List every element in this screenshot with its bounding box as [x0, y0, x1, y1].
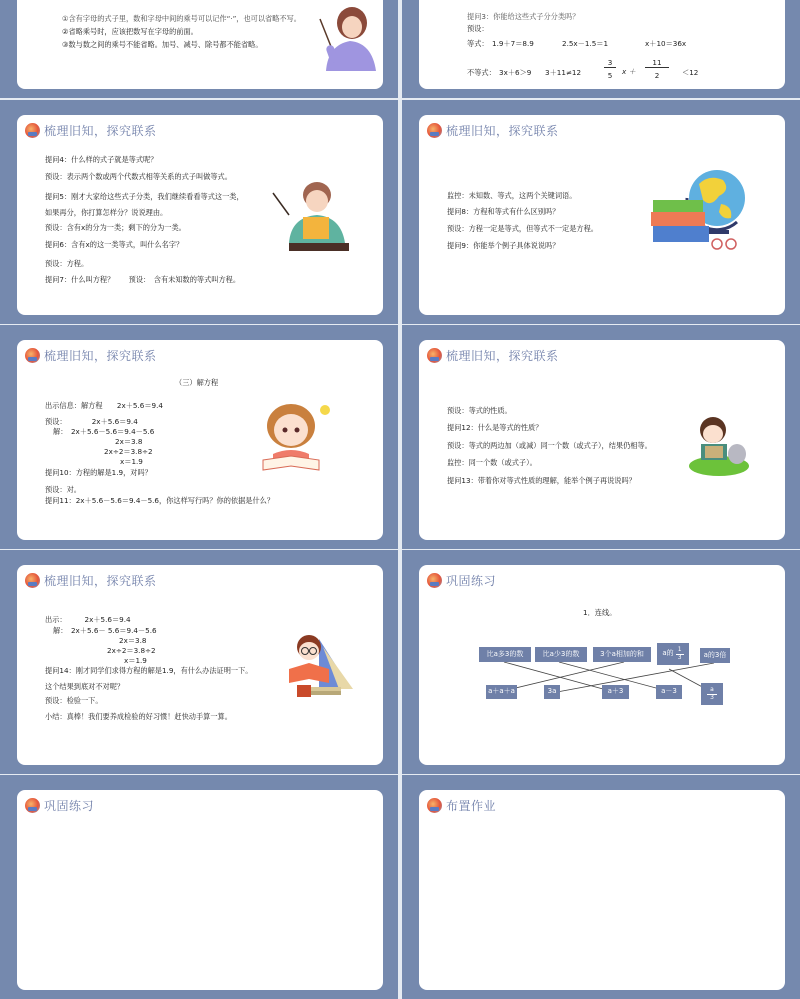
slide-text: 预设：等式的性质。 — [447, 406, 512, 415]
boy-reading-illustration — [279, 629, 359, 709]
fraction-bar — [645, 67, 669, 68]
fraction-denominator: 3 — [677, 653, 682, 661]
match-item-top-4[interactable] — [657, 643, 689, 665]
slide-thumbnail-6[interactable] — [402, 325, 800, 549]
slide-text: ③数与数之间的乘号不能省略。加号、减号、除号都不能省略。 — [62, 40, 263, 49]
equation: x＋10＝36x — [645, 39, 687, 48]
slide-text: 预设： 2x＋5.6＝9.4 — [45, 417, 138, 426]
slide-text: 提问6：含有x的这一类等式，叫什么名字？ — [45, 240, 184, 249]
slide-text: 提问11：2x＋5.6－5.6＝9.4－5.6，你这样写行吗？你的依据是什么？ — [45, 496, 275, 505]
match-item-bottom-4[interactable]: a－3 — [656, 685, 682, 699]
inequality-label: 不等式： — [467, 68, 496, 77]
inequality-end: ＜12 — [682, 68, 699, 77]
slide-header — [427, 795, 496, 815]
slide-text: ②省略乘号时，应该把数写在字母的前面。 — [62, 27, 198, 36]
slide-title: 梳理旧知，探究联系 — [44, 573, 157, 588]
slide-thumbnail-8[interactable] — [402, 550, 800, 774]
book-badge-icon — [25, 798, 40, 813]
slide-title: 梳理旧知，探究联系 — [44, 348, 157, 363]
slide-card — [17, 0, 383, 89]
slide-text: 提问10：方程的解是1.9，对吗？ — [45, 468, 152, 477]
slide-text: 2x÷2＝3.8÷2 — [107, 646, 156, 655]
slide-title: 梳理旧知，探究联系 — [44, 123, 157, 138]
book-badge-icon — [427, 123, 442, 138]
slide-text: 预设：等式的两边加（或减）同一个数（或式子），结果仍相等。 — [447, 441, 652, 450]
slide-text: 预设：检验一下。 — [45, 696, 103, 705]
slide-card — [17, 115, 383, 315]
slide-card — [419, 790, 785, 990]
slide-header — [25, 120, 157, 140]
girl-reading-illustration — [255, 398, 345, 478]
slide-card — [419, 115, 785, 315]
slide-text: 预设：方程一定是等式，但等式不一定是方程。 — [447, 224, 598, 233]
slide-text: ①含有字母的式子里，数和字母中间的乘号可以记作“·”，也可以省略不写。 — [62, 14, 301, 23]
fraction-numerator: 1 — [677, 645, 682, 653]
slide-thumbnail-1[interactable] — [0, 0, 398, 98]
slide-text: 提问14：刚才同学们求得方程的解是1.9，有什么办法证明一下。 — [45, 666, 253, 675]
slide-text: 预设： — [467, 24, 489, 33]
slide-card — [17, 340, 383, 540]
slide-thumbnail-4[interactable] — [402, 100, 800, 324]
match-item-top-5[interactable]: a的3倍 — [700, 648, 730, 663]
fraction-numerator: a — [710, 685, 714, 693]
fraction-numerator: 3 — [607, 58, 613, 67]
slide-thumbnail-10[interactable] — [402, 775, 800, 999]
fraction — [676, 647, 684, 661]
globe-and-books-illustration — [647, 160, 747, 255]
slide-card — [419, 340, 785, 540]
slide-card — [17, 565, 383, 765]
slide-text: 出示： 2x＋5.6＝9.4 — [45, 615, 131, 624]
equation-label: 等式： — [467, 39, 489, 48]
slide-text: 提问12：什么是等式的性质？ — [447, 423, 543, 432]
slide-card — [419, 565, 785, 765]
slide-text: 提问13：带着你对等式性质的理解，能举个例子再说说吗？ — [447, 476, 636, 485]
match-item-bottom-5[interactable] — [701, 683, 723, 705]
slide-text: 这个结果到底对不对呢？ — [45, 682, 125, 691]
slide-text: 小结：真棒！我们要养成检验的好习惯！赶快动手算一算。 — [45, 712, 232, 721]
slide-header — [427, 120, 559, 140]
slide-text: 提问9：你能举个例子具体说说吗？ — [447, 241, 560, 250]
slide-thumbnail-9[interactable] — [0, 775, 398, 999]
slide-text: 出示信息：解方程 2x＋5.6＝9.4 — [45, 401, 163, 410]
slide-text: 监控：同一个数（或式子）。 — [447, 458, 537, 467]
slide-title: 梳理旧知，探究联系 — [446, 348, 559, 363]
slide-text: 预设：对。 — [45, 485, 81, 494]
match-item-top-2[interactable]: 比a少3的数 — [535, 647, 587, 662]
teacher-woman-illustration — [310, 9, 380, 71]
slide-header — [25, 345, 157, 365]
fraction-bar — [604, 67, 616, 68]
equation: 1.9＋7＝8.9 — [492, 39, 534, 48]
slide-text: 2x＝3.8 — [115, 437, 143, 446]
slide-text: x＝1.9 — [120, 457, 143, 466]
slide-text: 提问4：什么样的式子就是等式呢？ — [45, 155, 158, 164]
slide-thumbnail-3[interactable] — [0, 100, 398, 324]
slide-text: 2x÷2＝3.8÷2 — [104, 447, 153, 456]
slide-text: 2x＝3.8 — [119, 636, 147, 645]
match-item-top-3[interactable]: 3个a相加的和 — [593, 647, 651, 662]
book-badge-icon — [25, 123, 40, 138]
slide-title: 梳理旧知，探究联系 — [446, 123, 559, 138]
inequality: 3＋11≠12 — [545, 68, 582, 77]
slide-subtitle: （三）解方程 — [175, 378, 219, 387]
book-badge-icon — [427, 798, 442, 813]
fraction-denominator: 3 — [710, 693, 714, 701]
slide-header — [25, 570, 157, 590]
slide-header — [25, 795, 94, 815]
matching-lines — [419, 565, 785, 765]
equation: 2.5x－1.5＝1 — [562, 39, 609, 48]
slide-text: 预设：表示两个数或两个代数式相等关系的式子叫做等式。 — [45, 172, 232, 181]
teacher-man-illustration — [269, 173, 351, 255]
match-item-bottom-3[interactable]: a＋3 — [602, 685, 629, 699]
match-item-bottom-1[interactable]: a＋a＋a — [486, 685, 517, 699]
book-badge-icon — [25, 573, 40, 588]
slide-text: 监控：未知数、等式，这两个关键词语。 — [447, 191, 577, 200]
slide-title: 布置作业 — [446, 798, 497, 813]
slide-thumbnail-5[interactable] — [0, 325, 398, 549]
slide-text: 预设：方程。 — [45, 259, 89, 268]
book-badge-icon — [25, 348, 40, 363]
inequality: 3x＋6＞9 — [499, 68, 532, 77]
child-playing-accordion-illustration — [683, 410, 753, 480]
match-item-top-1[interactable]: 比a多3的数 — [479, 647, 531, 662]
slide-text: 提问8：方程和等式有什么区别吗？ — [447, 207, 560, 216]
slide-thumbnail-7[interactable] — [0, 550, 398, 774]
fraction-denominator: 2 — [654, 71, 660, 80]
slide-card — [17, 790, 383, 990]
fraction-denominator: 5 — [607, 71, 613, 80]
slide-text: 提问5：刚才大家给这些式子分类，我们继续看看等式这一类， — [45, 192, 244, 201]
slide-text: 提问7：什么叫方程？ 预设： 含有未知数的等式叫方程。 — [45, 275, 241, 284]
box-text: a的 — [662, 649, 674, 658]
fraction-middle: x ＋ — [622, 67, 636, 76]
slide-text: 解： 2x＋5.6－ 5.6＝9.4－5.6 — [53, 626, 157, 635]
slide-text: 如果再分，你打算怎样分？说说理由。 — [45, 208, 168, 217]
slide-text: 提问3：你能给这些式子分分类吗？ — [467, 12, 580, 21]
exercise-instruction: 1．连线。 — [583, 608, 617, 617]
slide-header — [427, 345, 559, 365]
fraction-numerator: 11 — [652, 58, 662, 67]
match-item-bottom-2[interactable]: 3a — [544, 685, 560, 699]
slide-text: 解： 2x＋5.6－5.6＝9.4－5.6 — [53, 427, 155, 436]
book-badge-icon — [427, 348, 442, 363]
slide-text: x＝1.9 — [124, 656, 147, 665]
slide-thumbnail-2[interactable] — [402, 0, 800, 98]
slide-card — [419, 0, 785, 89]
slide-title: 巩固练习 — [44, 798, 95, 813]
slide-text: 预设：含有x的分为一类；剩下的分为一类。 — [45, 223, 186, 232]
slide-title: 巩固练习 — [446, 573, 497, 588]
